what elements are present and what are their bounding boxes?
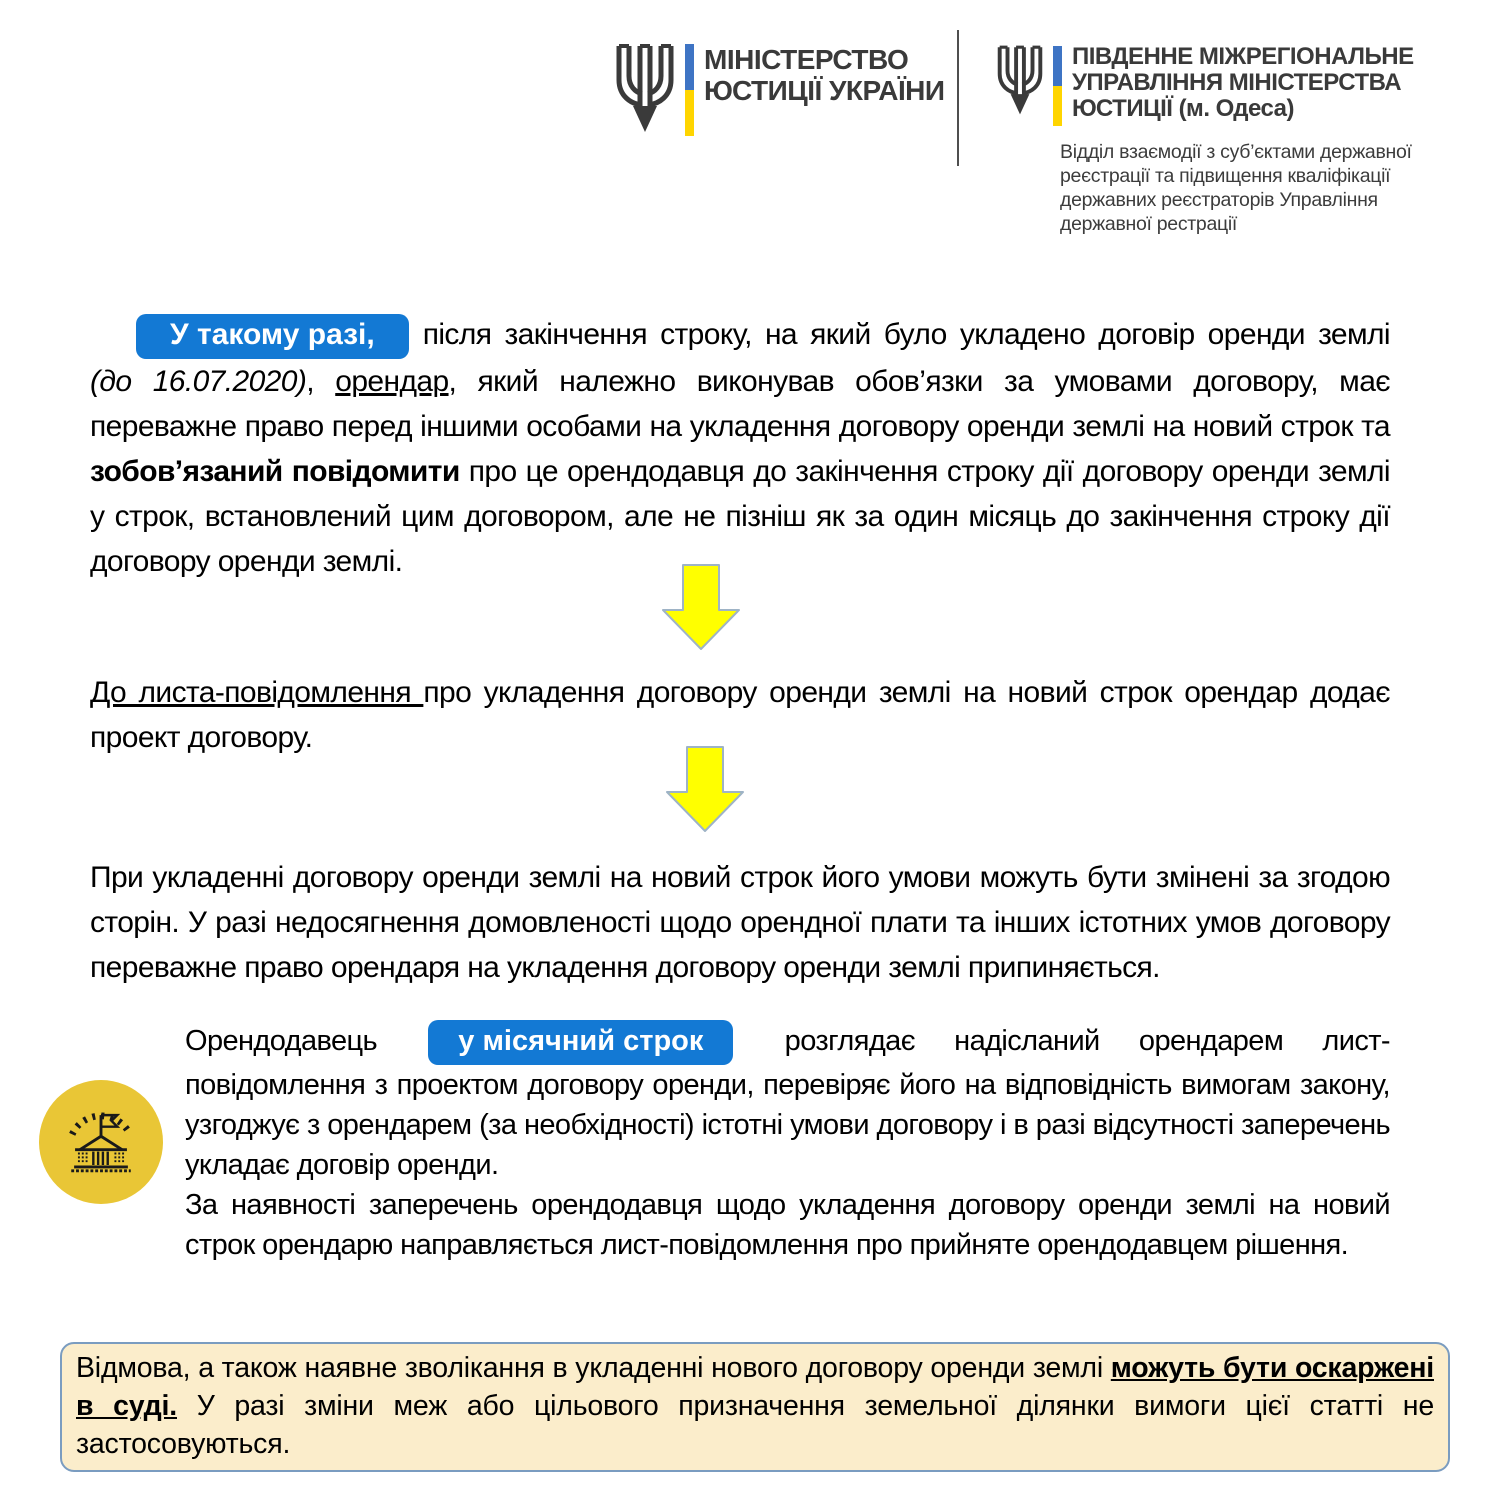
note-text-1: Відмова, а також наявне зволікання в укладенні нового договору оренди землі [76, 1352, 1111, 1384]
regional-logo-title [1072, 42, 1414, 122]
header [0, 0, 1511, 252]
government-building-icon [39, 1080, 163, 1204]
intro-text-3: , який належно виконував обов’язки за умовами договору, має переважне право перед іншими особами на укладення договору оренди землі на новий строк та [90, 365, 1390, 443]
flag-bar [1053, 46, 1062, 126]
note-bold-underlined: можуть бути оскаржені в суді. [76, 1352, 1434, 1422]
header-divider [957, 30, 959, 166]
regional-title-line1: ПІВДЕННЕ МІЖРЕГІОНАЛЬНЕ [1072, 43, 1414, 70]
ministry-logo [613, 42, 945, 139]
landlord-text-1: Орендодавець [185, 1025, 417, 1057]
main-content [0, 312, 1511, 1265]
intro-badge: У такому разі, [136, 314, 409, 359]
regional-title-line3: ЮСТИЦІЇ (м. Одеса) [1072, 95, 1294, 122]
trident-icon [613, 42, 677, 139]
intro-underlined-term: орендар [335, 365, 449, 398]
ministry-logo-title [704, 42, 945, 106]
intro-text-4: про це орендодавця до закінчення строку дії договору оренди землі у строк, встановлений цим договором, але не пізніш як за один місяць до закінчення строку дії договору оренди землі. [90, 455, 1390, 578]
down-arrow-icon [666, 746, 744, 832]
down-arrow-icon [662, 564, 740, 650]
intro-bold-phrase: зобов’язаний повідомити [90, 455, 460, 488]
landlord-text-2: розглядає надісланий орендарем лист-повідомлення з проектом договору оренди, перевіряє його на відповідність вимогам закону, узгоджує з орендарем (за необхідності) істотні умови договору і в разі відсутності заперечень укладає договір оренди. [185, 1025, 1390, 1181]
renewal-paragraph: При укладенні договору оренди землі на новий строк його умови можуть бути змінені за згодою сторін. У разі недосягнення домовленості щодо орендної плати та інших істотних умов договору переважне право орендаря на укладення договору оренди землі припиняється. [90, 861, 1390, 984]
intro-paragraph [90, 312, 1390, 584]
intro-date-italic: (до 16.07.2020) [90, 365, 307, 398]
ministry-title-line1: МІНІСТЕРСТВО [704, 44, 909, 75]
intro-text-1: після закінчення строку, на який було укладено договір оренди землі [422, 318, 1390, 351]
letter-underlined: До листа-повідомлення [90, 676, 424, 709]
month-term-badge: у місячний строк [428, 1020, 733, 1065]
landlord-paragraph-1 [185, 1020, 1390, 1185]
note-box [60, 1342, 1450, 1472]
landlord-paragraph-2: За наявності заперечень орендодавця щодо укладення договору оренди землі на новий строк орендарю направляється лист-повідомлення про прийняте орендодавцем рішення. [185, 1189, 1390, 1261]
note-text-2: У разі зміни меж або цільового призначення земельної ділянки вимоги цієї статті не застосовуються. [76, 1390, 1434, 1460]
landlord-section [185, 1020, 1390, 1265]
regional-title-line2: УПРАВЛІННЯ МІНІСТЕРСТВА [1072, 69, 1402, 96]
regional-logo [995, 42, 1414, 126]
ministry-title-line2: ЮСТИЦІЇ УКРАЇНИ [704, 75, 945, 106]
flag-bar [685, 44, 694, 136]
trident-icon [995, 42, 1045, 123]
department-subtitle: Відділ взаємодії з суб’єктами державної реєстрації та підвищення кваліфікації державних реєстраторів Управління державної рестрації [1060, 141, 1412, 235]
intro-text-2: , [306, 365, 336, 398]
letter-text: про укладення договору оренди землі на новий строк орендар додає проект договору. [90, 676, 1390, 754]
